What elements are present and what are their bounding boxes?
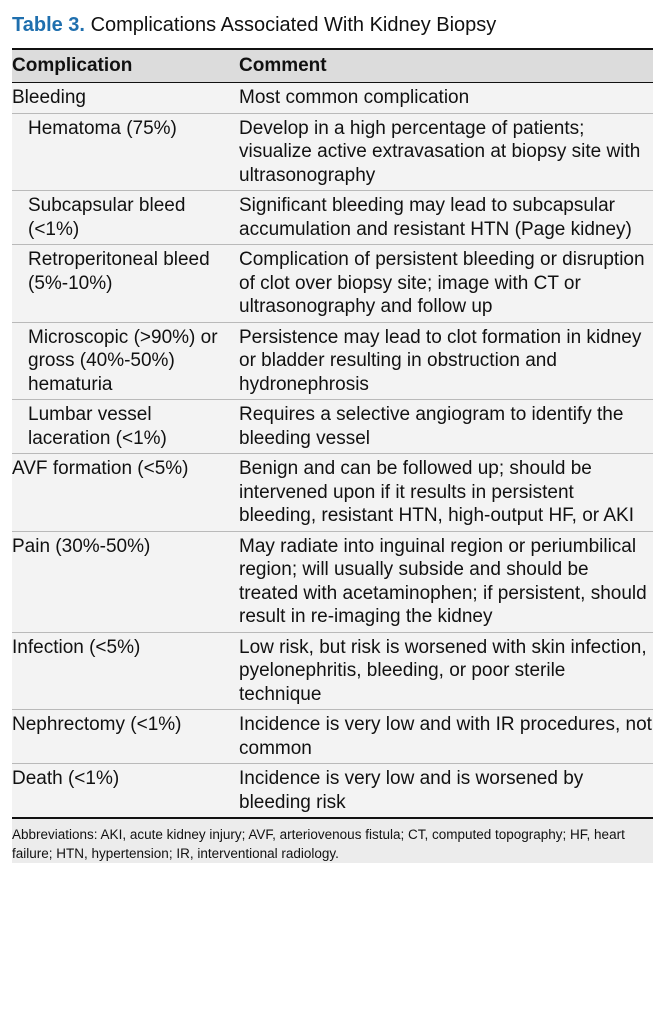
table-row bbox=[12, 454, 653, 532]
complication-cell: Death (<1%) bbox=[12, 768, 120, 789]
table-row bbox=[12, 323, 653, 401]
table-row bbox=[12, 191, 653, 245]
complication-cell: Microscopic (>90%) or gross (40%-50%) hematuria bbox=[28, 326, 218, 395]
table-header bbox=[12, 50, 653, 83]
table-caption: Complications Associated With Kidney Biopsy bbox=[90, 14, 497, 36]
table-container bbox=[12, 12, 653, 863]
table-row bbox=[12, 114, 653, 192]
complication-cell: AVF formation (<5%) bbox=[12, 458, 189, 479]
table-footnote: Abbreviations: AKI, acute kidney injury; AVF, arteriovenous fistula; CT, computed topography; HF, heart failure; HTN, hypertension; IR, interventional radiology. bbox=[12, 819, 653, 863]
comment-cell: Persistence may lead to clot formation in kidney or bladder resulting in obstruction and hydronephrosis bbox=[239, 326, 642, 395]
table-row bbox=[12, 83, 653, 114]
complication-cell: Retroperitoneal bleed (5%-10%) bbox=[28, 249, 210, 294]
comment-cell: Develop in a high percentage of patients; visualize active extravasation at biopsy site with ultrasonography bbox=[239, 117, 641, 186]
table-row bbox=[12, 710, 653, 764]
comment-cell: Low risk, but risk is worsened with skin infection, pyelonephritis, bleeding, or poor sterile technique bbox=[239, 636, 647, 705]
header-complication: Complication bbox=[12, 55, 133, 76]
complication-cell: Infection (<5%) bbox=[12, 636, 141, 658]
comment-cell: Incidence is very low and with IR procedures, not common bbox=[239, 714, 652, 759]
table-title bbox=[12, 12, 653, 38]
comment-cell: May radiate into inguinal region or periumbilical region; will usually subside and should be treated with acetaminophen; if persistent, should result in re-imaging the kidney bbox=[239, 535, 647, 627]
complication-cell: Subcapsular bleed (<1%) bbox=[28, 195, 186, 240]
complication-cell: Lumbar vessel laceration (<1%) bbox=[28, 404, 167, 449]
table-row bbox=[12, 400, 653, 454]
table-row bbox=[12, 764, 653, 817]
complication-cell: Hematoma (75%) bbox=[28, 117, 177, 139]
table-number: Table 3. bbox=[12, 14, 85, 36]
comment-cell: Complication of persistent bleeding or disruption of clot over biopsy site; image with CT or ultrasonography and follow up bbox=[239, 249, 645, 317]
comment-cell: Requires a selective angiogram to identify the bleeding vessel bbox=[239, 404, 624, 449]
complications-table bbox=[12, 48, 653, 819]
table-row bbox=[12, 245, 653, 323]
comment-cell: Benign and can be followed up; should be intervened upon if it results in persistent bleeding, resistant HTN, high-output HF, or AKI bbox=[239, 458, 634, 526]
header-comment: Comment bbox=[239, 55, 327, 76]
complication-cell: Bleeding bbox=[12, 87, 86, 108]
complication-cell: Nephrectomy (<1%) bbox=[12, 714, 182, 735]
table-row bbox=[12, 633, 653, 711]
comment-cell: Most common complication bbox=[239, 87, 470, 108]
comment-cell: Significant bleeding may lead to subcapsular accumulation and resistant HTN (Page kidney) bbox=[239, 195, 632, 240]
complication-cell: Pain (30%-50%) bbox=[12, 535, 151, 557]
comment-cell: Incidence is very low and is worsened by bleeding risk bbox=[239, 768, 584, 813]
table-row bbox=[12, 532, 653, 633]
